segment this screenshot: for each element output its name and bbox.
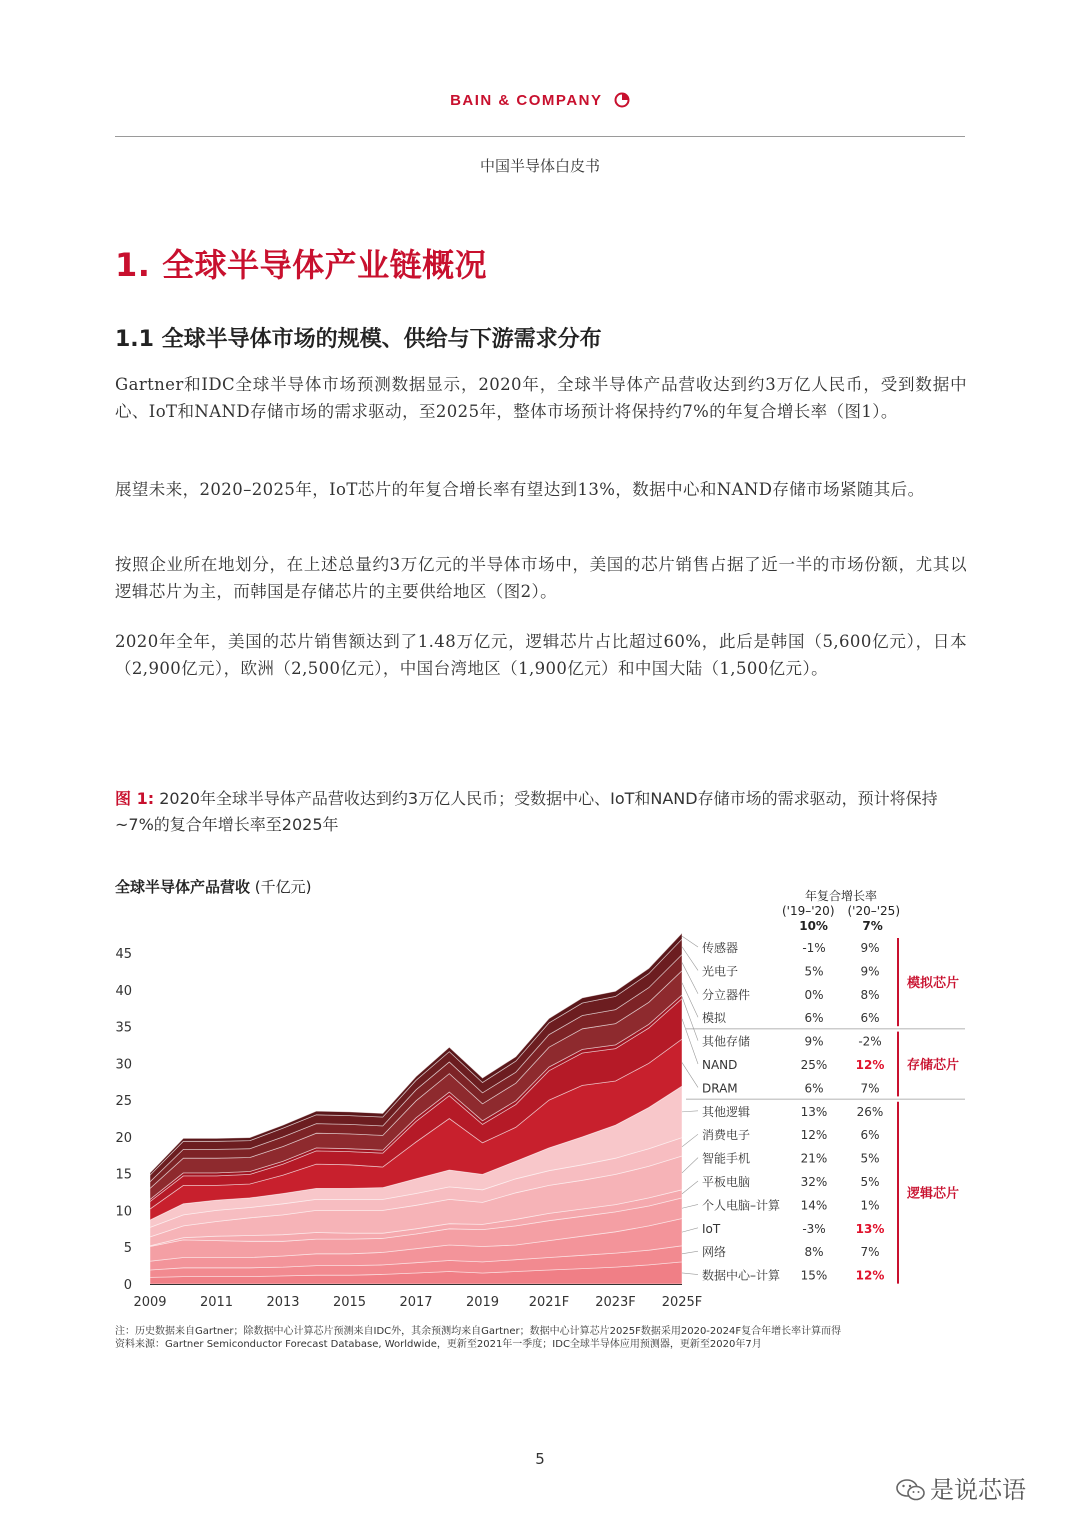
legend-cagr-19-20: 6%	[804, 1011, 824, 1026]
legend-cagr-19-20: 0%	[804, 987, 824, 1002]
x-tick-label: 2013	[266, 1295, 300, 1310]
legend-cagr-19-20: 8%	[804, 1245, 824, 1260]
section-heading: 1. 全球半导体产业链概况	[115, 246, 488, 284]
legend-leader-line	[682, 1134, 698, 1147]
x-tick-label: 2011	[199, 1295, 234, 1310]
y-tick-label: 40	[115, 983, 132, 999]
legend-cagr-19-20: 13%	[800, 1104, 828, 1119]
brand-name: BAIN & COMPANY	[450, 92, 603, 109]
legend-cagr-19-20: 12%	[800, 1128, 828, 1143]
legend-series-name: 数据中心–计算	[702, 1268, 781, 1283]
figure-caption-text: 2020年全球半导体产品营收达到约3万亿人民币；受数据中心、IoT和NAND存储市场的需求驱动，预计将保持~7%的复合年增长率至2025年	[115, 789, 938, 834]
legend-series-name: 智能手机	[702, 1151, 751, 1166]
y-tick-label: 25	[115, 1094, 132, 1110]
cagr-title: 年复合增长率	[804, 889, 877, 903]
y-tick-label: 20	[115, 1130, 132, 1146]
legend-cagr-20-25: 12%	[855, 1058, 885, 1072]
chart-title-unit: (千亿元)	[254, 878, 312, 896]
paragraph-1: Gartner和IDC全球半导体市场预测数据显示，2020年，全球半导体产品营收达到约3万亿人民币，受到数据中心、IoT和NAND存储市场的需求驱动，至2025年，整体市场预计将保持约7%的年复合增长率（图1）。	[115, 375, 967, 421]
legend-series-name: NAND	[702, 1058, 738, 1072]
legend-cagr-20-25: 6%	[860, 1011, 880, 1026]
x-tick-label: 2023F	[595, 1295, 636, 1310]
legend-cagr-19-20: -1%	[802, 941, 826, 955]
legend-leader-line	[682, 1158, 698, 1173]
legend-cagr-20-25: 26%	[856, 1104, 884, 1119]
legend-cagr-19-20: 9%	[804, 1034, 824, 1049]
legend-cagr-20-25: 7%	[860, 1245, 880, 1260]
legend-cagr-19-20: 25%	[800, 1058, 828, 1072]
legend-leader-line	[682, 1228, 698, 1232]
legend-series-name: DRAM	[702, 1081, 738, 1096]
legend-cagr-20-25: 6%	[860, 1128, 880, 1143]
watermark-text: 是说芯语	[930, 1476, 1026, 1504]
y-axis	[115, 947, 132, 1293]
legend-cagr-20-25: 8%	[860, 987, 880, 1002]
footnote-note: 注：历史数据来自Gartner；除数据中心计算芯片预测来自IDC外，其余预测均来自Gartner；数据中心计算芯片2025F数据采用2020-2024F复合年增长率计算而得	[115, 1326, 842, 1337]
x-tick-label: 2021F	[528, 1295, 570, 1310]
legend-leader-line	[682, 1251, 698, 1254]
paragraph-2: 展望未来，2020–2025年，IoT芯片的年复合增长率有望达到13%，数据中心和NAND存储市场紧随其后。	[115, 480, 925, 499]
legend-cagr-19-20: 14%	[800, 1198, 828, 1213]
legend-leader-line	[682, 997, 698, 1041]
legend-series-name: 消费电子	[702, 1128, 751, 1143]
legend-cagr-19-20: -3%	[802, 1221, 826, 1236]
y-tick-label: 35	[115, 1020, 132, 1036]
x-tick-label: 2009	[133, 1295, 167, 1310]
cagr-total-col2: 7%	[862, 919, 883, 933]
watermark	[896, 1470, 1026, 1505]
group-label: 逻辑芯片	[906, 1186, 960, 1202]
legend-cagr-20-25: 1%	[860, 1198, 880, 1213]
page-number: 5	[535, 1450, 545, 1468]
footnote-source: 资料来源：Gartner Semiconductor Forecast Database, Worldwide，更新至2021年一季度；IDC全球半导体应用预测器，更新至2020年7月	[115, 1339, 762, 1350]
legend-table	[682, 936, 965, 1284]
legend-leader-line	[682, 1111, 698, 1112]
group-label: 模拟芯片	[906, 976, 960, 992]
cagr-col2-period: ('20–'25)	[847, 904, 900, 918]
legend-cagr-20-25: 5%	[860, 1175, 880, 1189]
x-tick-label: 2015	[332, 1295, 367, 1310]
legend-series-name: 平板电脑	[702, 1175, 751, 1189]
legend-cagr-20-25: 12%	[855, 1268, 885, 1283]
legend-series-name: 传感器	[702, 941, 739, 955]
figure-label: 图 1:	[115, 789, 155, 808]
paragraph-3: 按照企业所在地划分，在上述总量约3万亿元的半导体市场中，美国的芯片销售占据了近一半的市场份额，尤其以逻辑芯片为主，而韩国是存储芯片的主要供给地区（图2）。	[115, 555, 967, 601]
x-tick-label: 2017	[399, 1295, 433, 1310]
paragraph-4: 2020年全年，美国的芯片销售额达到了1.48万亿元，逻辑芯片占比超过60%，此后是韩国（5,600亿元），日本（2,900亿元），欧洲（2,500亿元），中国台湾地区（1,900亿元）和中国大陆（1,500亿元）。	[115, 632, 967, 678]
y-tick-label: 10	[115, 1204, 132, 1220]
legend-cagr-19-20: 15%	[800, 1268, 828, 1283]
cagr-col1-period: ('19–'20)	[782, 904, 835, 918]
legend-cagr-20-25: 7%	[860, 1081, 880, 1096]
legend-cagr-19-20: 5%	[804, 964, 824, 979]
legend-cagr-20-25: 13%	[855, 1221, 885, 1236]
legend-cagr-20-25: -2%	[858, 1034, 882, 1049]
y-tick-label: 5	[123, 1241, 132, 1257]
legend-series-name: 个人电脑–计算	[702, 1198, 781, 1213]
x-tick-label: 2019	[465, 1295, 500, 1310]
legend-leader-line	[682, 1273, 698, 1275]
x-axis	[133, 1285, 702, 1311]
legend-cagr-19-20: 21%	[800, 1151, 828, 1166]
legend-leader-line	[682, 983, 698, 1017]
subsection-heading: 1.1 全球半导体市场的规模、供给与下游需求分布	[115, 327, 602, 352]
legend-cagr-20-25: 9%	[860, 941, 880, 955]
wechat-icon	[896, 1478, 926, 1502]
legend-leader-line	[682, 1204, 698, 1208]
chart-areas	[150, 933, 682, 1284]
chart-title-main: 全球半导体产品营收	[115, 878, 251, 896]
x-tick-label: 2025F	[661, 1295, 703, 1310]
y-tick-label: 45	[115, 947, 132, 962]
footnotes	[115, 1325, 975, 1351]
document-title: 中国半导体白皮书	[479, 157, 600, 175]
legend-series-name: IoT	[702, 1221, 721, 1236]
legend-cagr-20-25: 5%	[860, 1151, 880, 1166]
legend-series-name: 其他存储	[702, 1034, 751, 1049]
y-tick-label: 15	[115, 1167, 132, 1183]
legend-series-name: 模拟	[702, 1011, 727, 1026]
legend-series-name: 分立器件	[702, 987, 751, 1002]
legend-leader-line	[682, 1181, 698, 1194]
legend-cagr-19-20: 6%	[804, 1081, 824, 1096]
group-label: 存储芯片	[906, 1058, 960, 1073]
legend-cagr-19-20: 32%	[800, 1175, 828, 1189]
legend-cagr-20-25: 9%	[860, 964, 880, 979]
legend-series-name: 光电子	[702, 964, 739, 979]
y-tick-label: 0	[123, 1278, 132, 1293]
legend-series-name: 其他逻辑	[702, 1104, 751, 1119]
legend-leader-line	[682, 1019, 698, 1064]
legend-series-name: 网络	[702, 1245, 727, 1260]
cagr-total-col1: 10%	[799, 919, 828, 933]
legend-leader-line	[682, 1063, 698, 1088]
legend-leader-line	[682, 936, 698, 947]
y-tick-label: 30	[115, 1057, 132, 1073]
